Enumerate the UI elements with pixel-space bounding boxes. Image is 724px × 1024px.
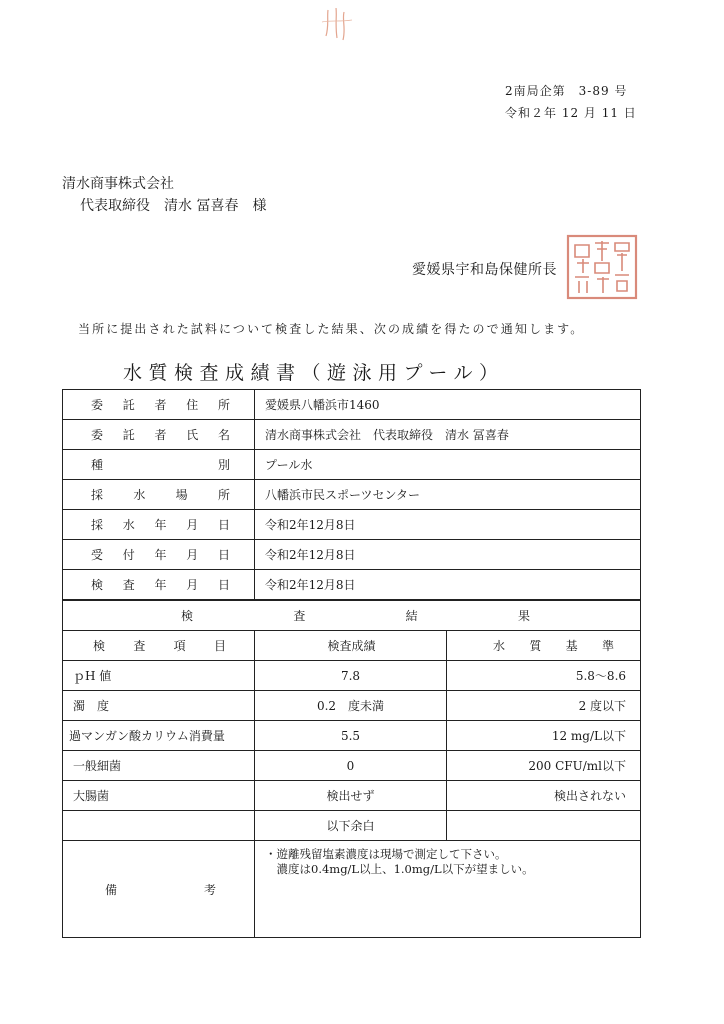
info-value: 令和2年12月8日 [255,510,641,540]
info-row [63,450,641,480]
info-value: 愛媛県八幡浜市1460 [255,390,641,420]
official-seal-icon [565,233,639,301]
result-row [63,691,641,721]
remarks-text [255,841,641,938]
remarks-row [63,841,641,938]
inspection-table [62,389,641,938]
info-label: 委託者氏名 [63,420,255,450]
result-item: 過マンガン酸カリウム消費量 [63,721,255,751]
result-value: 検出せず [255,781,447,811]
info-row [63,540,641,570]
result-row [63,751,641,781]
remainder-row [63,811,641,841]
result-row [63,721,641,751]
recipient-company: 清水商事株式会社 [62,176,174,192]
info-label: 採水場所 [63,480,255,510]
info-value: 八幡浜市民スポーツセンター [255,480,641,510]
column-header-standard: 水質基準 [447,631,641,661]
info-label: 委託者住所 [63,390,255,420]
result-value: 5.5 [255,721,447,751]
result-value: 0 [255,751,447,781]
result-value: 7.8 [255,661,447,691]
remarks-line: ・遊離残留塩素濃度は現場で測定して下さい。 [265,847,507,861]
recipient-block [62,173,266,217]
info-value: プール水 [255,450,641,480]
results-column-row [63,631,641,661]
recipient-representative: 代表取締役 清水 冨喜春 様 [80,198,267,214]
results-heading: 検査結果 [63,600,641,631]
info-row [63,570,641,601]
results-section [63,600,641,938]
result-standard: 2 度以下 [447,691,641,721]
result-row [63,661,641,691]
column-header-item: 検査項目 [63,631,255,661]
info-value: 清水商事株式会社 代表取締役 清水 冨喜春 [255,420,641,450]
remarks-line: 濃度は0.4mg/L以上、1.0mg/L以下が望ましい。 [265,862,534,876]
info-label: 種別 [63,450,255,480]
info-label: 検査年月日 [63,570,255,601]
stamp-mark-top [318,8,358,42]
result-item: 一般細菌 [63,751,255,781]
result-item: 大腸菌 [63,781,255,811]
info-row [63,420,641,450]
result-item: ｐH 値 [63,661,255,691]
document-number: 2南局企第 3-89 号 [505,84,628,98]
remainder-text: 以下余白 [255,811,447,841]
info-section [63,390,641,601]
info-row [63,480,641,510]
document-date: 令和２年 12 月 11 日 [505,106,637,120]
info-label: 採水年月日 [63,510,255,540]
result-row [63,781,641,811]
document-number-block [505,80,645,124]
result-standard: 200 CFU/ml以下 [447,751,641,781]
empty-cell [63,811,255,841]
info-row [63,390,641,420]
remarks-label: 備考 [63,841,255,938]
result-item: 濁 度 [63,691,255,721]
result-standard: 5.8～8.6 [447,661,641,691]
result-standard: 検出されない [447,781,641,811]
empty-cell [447,811,641,841]
info-value: 令和2年12月8日 [255,570,641,601]
result-standard: 12 mg/L以下 [447,721,641,751]
results-heading-row [63,600,641,631]
column-header-result: 検査成績 [255,631,447,661]
notice-text: 当所に提出された試料について検査した結果、次の成績を得たので通知します。 [78,322,585,336]
document-title: 水質検査成績書（遊泳用プール） [123,362,505,384]
info-label: 受付年月日 [63,540,255,570]
issuer-name: 愛媛県宇和島保健所長 [412,262,557,278]
info-row [63,510,641,540]
result-value: 0.2 度未満 [255,691,447,721]
info-value: 令和2年12月8日 [255,540,641,570]
